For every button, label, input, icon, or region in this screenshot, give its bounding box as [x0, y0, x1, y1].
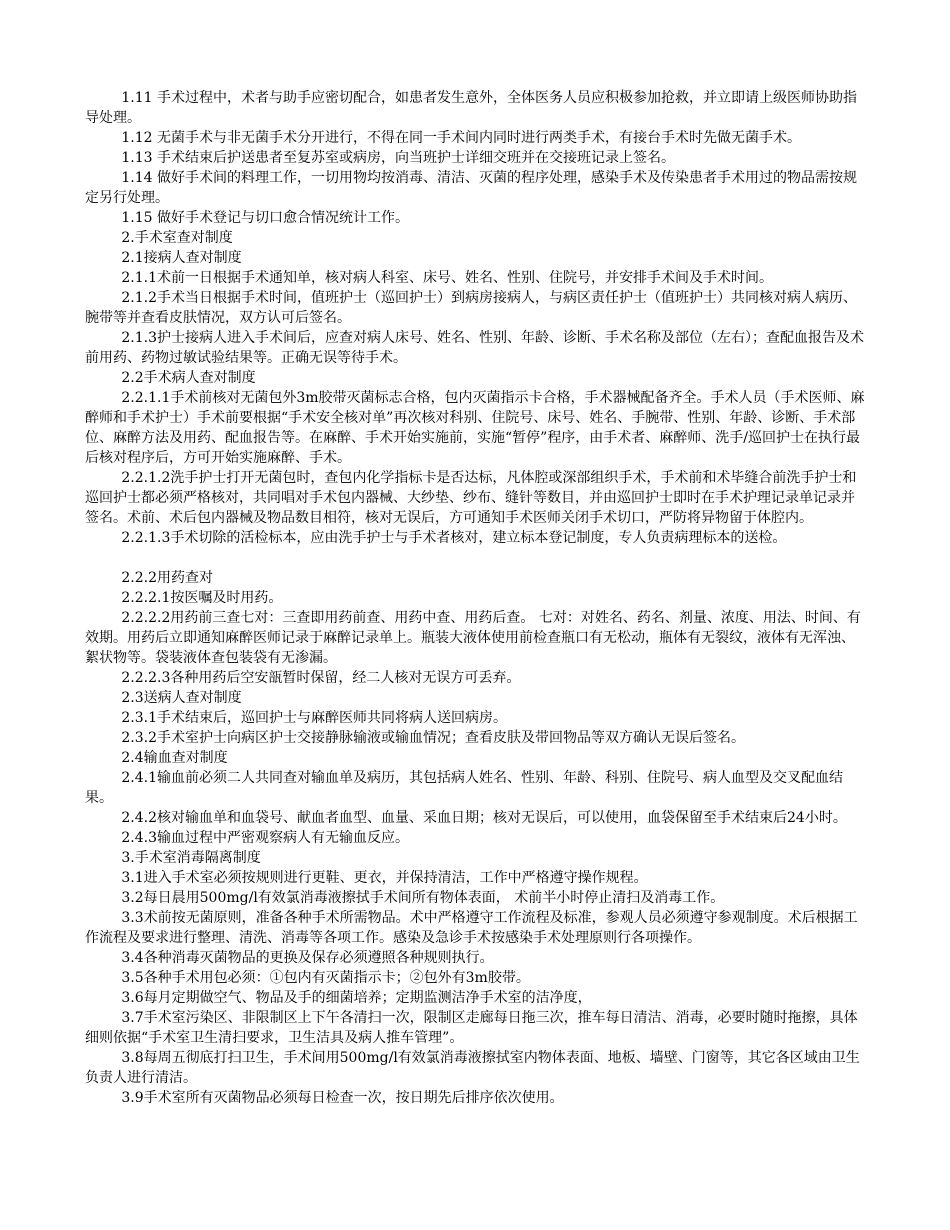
para-2-2-2-3: 2.2.2.3各种用药后空安瓿暂时保留，经二人核对无误方可丢弃。 — [121, 670, 521, 686]
para-3-8: 3.8每周五彻底打扫卫生，手术间用500mg/l有效氯消毒液擦拭室内物体表面、地板、墙壁、门窗等，其它各区域由卫生负责人进行清洁。 — [85, 1050, 860, 1086]
para-3-9: 3.9手术室所有灭菌物品必须每日检查一次，按日期先后排序依次使用。 — [121, 1090, 564, 1106]
subsection-heading-2-2-2: 2.2.2用药查对 — [121, 570, 214, 586]
subsection-heading-2-3: 2.3送病人查对制度 — [121, 690, 242, 706]
para-1-14: 1.14 做好手术间的料理工作，一切用物均按消毒、清洁、灭菌的程序处理，感染手术及传染患者手术用过的物品需按规定另行处理。 — [85, 170, 858, 206]
subsection-heading-2-2: 2.2手术病人查对制度 — [121, 370, 256, 386]
para-1-13: 1.13 手术结束后护送患者至复苏室或病房，向当班护士详细交班并在交接班记录上签名。 — [121, 150, 676, 166]
para-2-4-1: 2.4.1输血前必须二人共同查对输血单及病历，其包括病人姓名、性别、年龄、科别、住院号、病人血型及交叉配血结果。 — [85, 770, 844, 806]
para-2-1-3: 2.1.3护士接病人进入手术间后，应查对病人床号、姓名、性别、年龄、诊断、手术名称及部位（左右）；查配血报告及术前用药、药物过敏试验结果等。正确无误等待手术。 — [85, 330, 865, 366]
para-3-1: 3.1进入手术室必须按规则进行更鞋、更衣，并保持清洁，工作中严格遵守操作规程。 — [121, 870, 648, 886]
para-2-3-1: 2.3.1手术结束后，巡回护士与麻醉医师共同将病人送回病房。 — [121, 710, 508, 726]
document-body — [85, 88, 865, 1108]
subsection-heading-2-4: 2.4输血查对制度 — [121, 750, 228, 766]
para-2-2-1-1: 2.2.1.1手术前核对无菌包外3m胶带灭菌标志合格，包内灭菌指示卡合格，手术器械配备齐全。手术人员（手术医师、麻醉师和手术护士）手术前要根据“手术安全核对单”再次核对科别、住院号、床号、姓名、手腕带、性别、年龄、诊断、手术部位、麻醉方法及用药、配血报告等。在麻醉、手术开始实施前，实施“暂停”程序，由手术者、麻醉师、洗手/巡回护士在执行最后核对程序后，方可开始实施麻醉、手术。 — [85, 390, 865, 466]
para-3-6: 3.6每月定期做空气、物品及手的细菌培养；定期监测洁净手术室的洁净度， — [121, 990, 592, 1006]
para-2-3-2: 2.3.2手术室护士向病区护士交接静脉输液或输血情况；查看皮肤及带回物品等双方确认无误后签名。 — [121, 730, 746, 746]
para-2-2-1-3: 2.2.1.3手术切除的活检标本，应由洗手护士与手术者核对，建立标本登记制度，专人负责病理标本的送检。 — [121, 530, 787, 546]
para-3-5: 3.5各种手术用包必须：①包内有灭菌指示卡；②包外有3m胶带。 — [121, 970, 530, 986]
para-1-12: 1.12 无菌手术与非无菌手术分开进行，不得在同一手术间内同时进行两类手术，有接台手术时先做无菌手术。 — [121, 130, 802, 146]
para-2-2-1-2: 2.2.1.2洗手护士打开无菌包时，查包内化学指标卡是否达标，凡体腔或深部组织手术，手术前和术毕缝合前洗手护士和巡回护士都必须严格核对，共同唱对手术包内器械、大纱垫、纱布、缝针等数目，并由巡回护士即时在手术护理记录单记录并签名。术前、术后包内器械及物品数目相符，核对无误后，方可通知手术医师关闭手术切口，严防将异物留于体腔内。 — [85, 470, 857, 526]
para-2-4-3: 2.4.3输血过程中严密观察病人有无输血反应。 — [121, 830, 410, 846]
para-2-4-2: 2.4.2核对输血单和血袋号、献血者血型、血量、采血日期；核对无误后，可以使用，血袋保留至手术结束后24小时。 — [121, 810, 847, 826]
para-3-2: 3.2每日晨用500mg/l有效氯消毒液擦拭手术间所有物体表面， 术前半小时停止清扫及消毒工作。 — [121, 890, 725, 906]
para-2-1-1: 2.1.1术前一日根据手术通知单，核对病人科室、床号、姓名、性别、住院号，并安排手术间及手术时间。 — [121, 270, 774, 286]
para-3-4: 3.4各种消毒灭菌物品的更换及保存必须遵照各种规则执行。 — [121, 950, 494, 966]
para-1-15: 1.15 做好手术登记与切口愈合情况统计工作。 — [121, 210, 410, 226]
para-1-11: 1.11 手术过程中，术者与助手应密切配合，如患者发生意外，全体医务人员应积极参加抢救，并立即请上级医师协助指导处理。 — [85, 90, 858, 126]
para-2-2-2-1: 2.2.2.1按医嘱及时用药。 — [121, 590, 283, 606]
para-2-1-2: 2.1.2手术当日根据手术时间，值班护士（巡回护士）到病房接病人，与病区责任护士（值班护士）共同核对病人病历、腕带等并查看皮肤情况，双方认可后签名。 — [85, 290, 858, 326]
para-3-7: 3.7手术室污染区、非限制区上下午各清扫一次，限制区走廊每日拖三次，推车每日清洁、消毒，必要时随时拖擦，具体细则依据“手术室卫生清扫要求，卫生洁具及病人推车管理”。 — [85, 1010, 858, 1046]
section-heading-2: 2.手术室查对制度 — [121, 230, 233, 246]
subsection-heading-2-1: 2.1接病人查对制度 — [121, 250, 242, 266]
para-2-2-2-2: 2.2.2.2用药前三查七对：三查即用药前查、用药中查、用药后查。 七对：对姓名、药名、剂量、浓度、用法、时间、有效期。用药后立即通知麻醉医师记录于麻醉记录单上。瓶装大液体使用前检查瓶口有无松动，瓶体有无裂纹，液体有无浑浊、絮状物等。袋装液体查包装袋有无渗漏。 — [85, 610, 861, 666]
section-heading-3: 3.手术室消毒隔离制度 — [121, 850, 261, 866]
para-3-3: 3.3术前按无菌原则，准备各种手术所需物品。术中严格遵守工作流程及标准，参观人员必须遵守参观制度。术后根据工作流程及要求进行整理、清洗、消毒等各项工作。感染及急诊手术按感染手术处理原则行各项操作。 — [85, 910, 858, 946]
